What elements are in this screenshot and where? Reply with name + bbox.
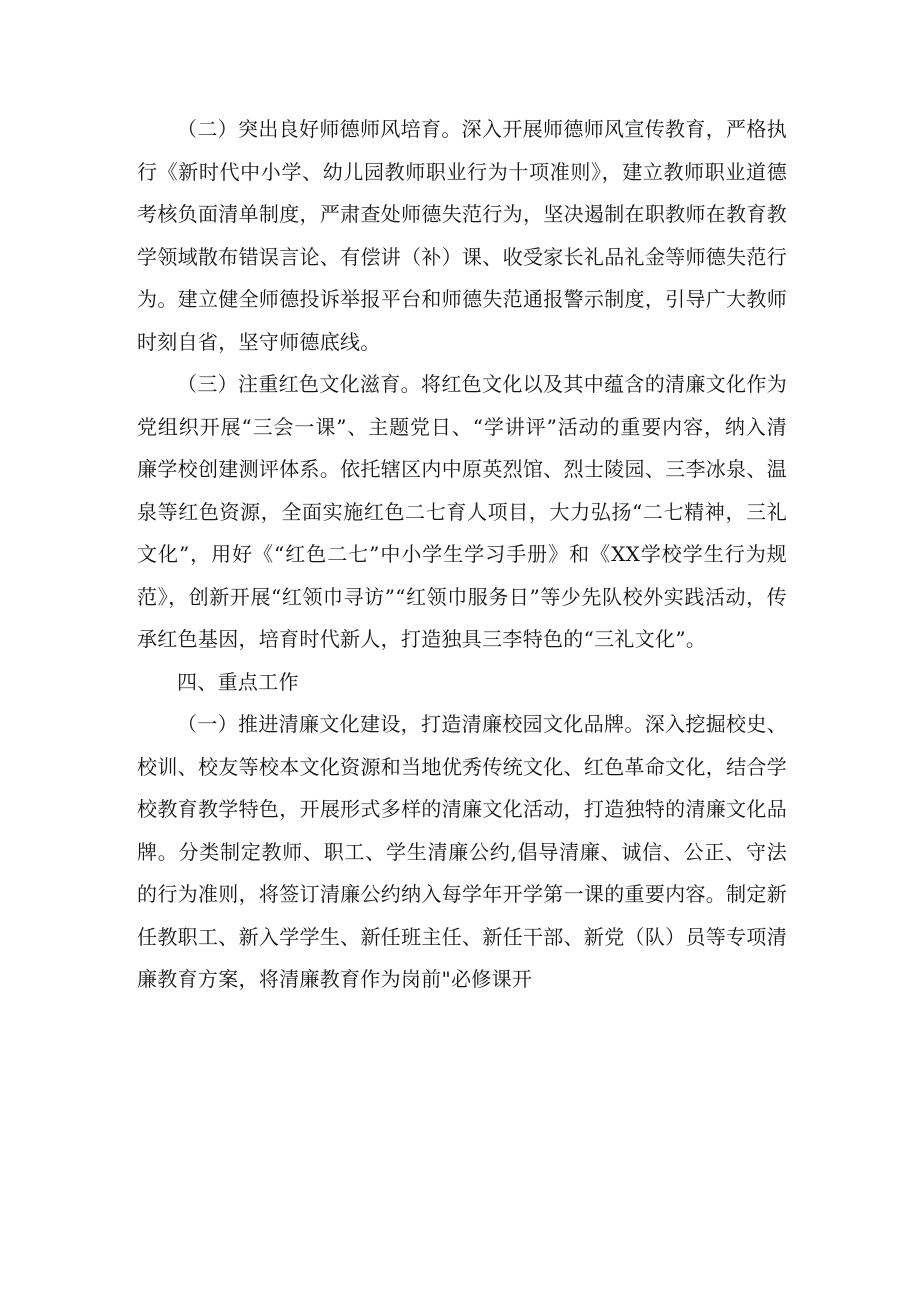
document-body <box>137 108 787 1001</box>
paragraph-red-culture: （三）注重红色文化滋育。将红色文化以及其中蕴含的清廉文化作为党组织开展“三会一课”、主题党日、“学讲评”活动的重要内容，纳入清廉学校创建测评体系。依托辖区内中原英烈馆、烈士陵园、三李冰泉、温泉等红色资源，全面实施红色二七育人项目，大力弘扬“二七精神，三礼文化”，用好《“红色二七”中小学生学习手册》和《XX学校学生行为规范》，创新开展“红领巾寻访”“红领巾服务日”等少先队校外实践活动，传承红色基因，培育时代新人，打造独具三李特色的“三礼文化”。 <box>137 372 787 651</box>
section-heading-key-work: 四、重点工作 <box>177 669 299 694</box>
paragraph-clean-culture: （一）推进清廉文化建设，打造清廉校园文化品牌。深入挖掘校史、校训、校友等校本文化资源和当地优秀传统文化、红色革命文化，结合学校教育教学特色，开展形式多样的清廉文化活动，打造独特的清廉文化品牌。分类制定教师、职工、学生清廉公约,倡导清廉、诚信、公正、守法的行为准则，将签订清廉公约纳入每学年开学第一课的重要内容。制定新任教职工、新入学学生、新任班主任、新任干部、新党（队）员等专项清廉教育方案，将清廉教育作为岗前"必修课开 <box>137 712 787 991</box>
paragraph-teacher-ethics: （二）突出良好师德师风培育。深入开展师德师风宣传教育，严格执行《新时代中小学、幼儿园教师职业行为十项准则》，建立教师职业道德考核负面清单制度，严肃查处师德失范行为，坚决遏制在职教师在教育教学领域散布错误言论、有偿讲（补）课、收受家长礼品礼金等师德失范行为。建立健全师德投诉举报平台和师德失范通报警示制度，引导广大教师时刻自省，坚守师德底线。 <box>137 117 787 354</box>
